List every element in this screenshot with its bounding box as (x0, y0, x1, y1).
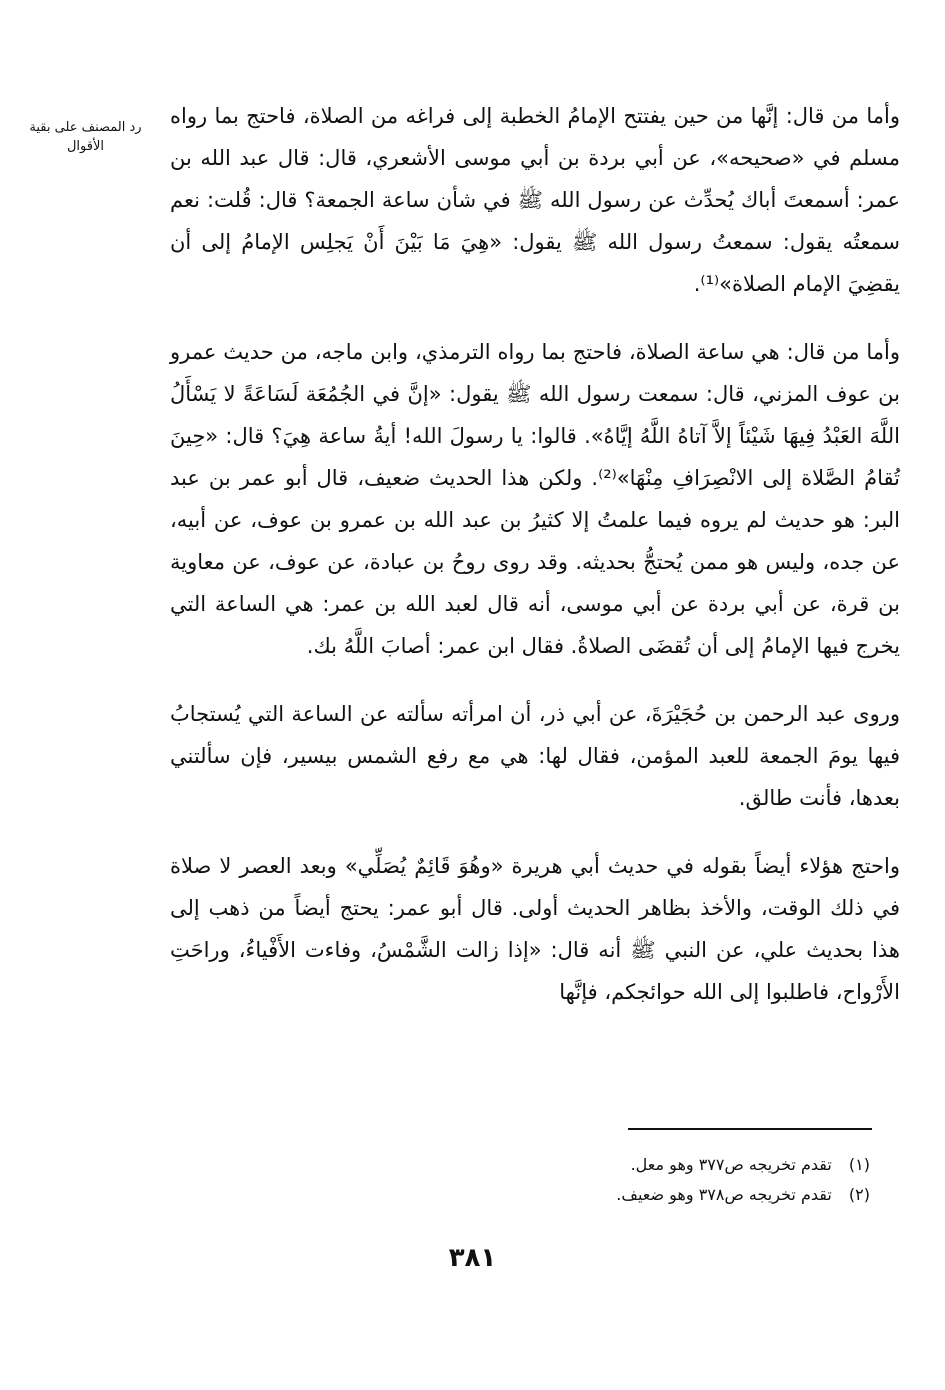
paragraph-2: وأما من قال: هي ساعة الصلاة، فاحتج بما رواه الترمذي، وابن ماجه، من حديث عمرو بن عوف المزني، قال: سمعت رسول الله ﷺ يقول: «إنَّ في الجُمُعَة لَسَاعَةً لا يَسْأَلُ اللَّهَ العَبْدُ فِيهَا شَيْئاً إلاَّ آتاهُ اللَّهُ إيَّاهُ». قالوا: يا رسولَ الله! أيةُ ساعة هِيَ؟ قال: «حِينَ تُقامُ الصَّلاة إلى الانْصِرَافِ مِنْهَا»⁽²⁾. ولكن هذا الحديث ضعيف، قال أبو عمر بن عبد البر: هو حديث لم يروه فيما علمتُ إلا كثيرُ بن عبد الله بن عمرو بن عوف، عن أبيه، عن جده، وليس هو ممن يُحتجُّ بحديثه. وقد روى روحُ بن عبادة، عن عوف، عن معاوية بن قرة، عن أبي بردة عن أبي موسى، أنه قال لعبد الله بن عمر: هي الساعة التي يخرج فيها الإمامُ إلى أن تُقضَى الصلاةُ. فقال ابن عمر: أصابَ اللَّهُ بك. (170, 340, 900, 658)
footnote-1 (300, 1150, 870, 1180)
paragraph-4: واحتج هؤلاء أيضاً بقوله في حديث أبي هريرة «وهُوَ قَائِمٌ يُصَلِّي» وبعد العصر لا صلاة في ذلك الوقت، والأخذ بظاهر الحديث أولى. قال أبو عمر: يحتج أيضاً من ذهب إلى هذا بحديث علي، عن النبي ﷺ أنه قال: «إذا زالت الشَّمْسُ، وفاءت الأَفْياءُ، وراحَتِ الأَرْواح، فاطلبوا إلى الله حوائجكم، فإنَّها (170, 854, 900, 1004)
page-number: ٣٨١ (448, 1243, 497, 1273)
footnotes (300, 1150, 870, 1210)
footnote-number: (٢) (848, 1185, 870, 1204)
paragraph-1: وأما من قال: إنَّها من حين يفتتح الإمامُ الخطبة إلى فراغه من الصلاة، فاحتج بما رواه مسلم في «صحيحه»، عن أبي بردة بن أبي موسى الأشعري، قال: قال عبد الله بن عمر: أسمعتَ أباك يُحدِّث عن رسول الله ﷺ في شأن ساعة الجمعة؟ قال: قُلت: نعم سمعتُه يقول: سمعتُ رسول الله ﷺ يقول: «هِيَ مَا بَيْنَ أَنْ يَجلِس الإمامُ إلى أن يقضِيَ الإمام الصلاة»⁽¹⁾. (170, 104, 900, 296)
paragraph-3: وروى عبد الرحمن بن حُجَيْرَةَ، عن أبي ذر، أن امرأته سألته عن الساعة التي يُستجابُ فيها يومَ الجمعة للعبد المؤمن، فقال لها: هي مع رفع الشمس بيسير، فإن سألتني بعدها، فأنت طالق. (170, 702, 900, 810)
margin-note: رد المصنف على بقية الأقوال (29, 120, 142, 154)
footnote-2 (300, 1180, 870, 1210)
footnote-text: تقدم تخريجه ص٣٧٨ وهو ضعيف. (616, 1185, 832, 1204)
footnote-text: تقدم تخريجه ص٣٧٧ وهو معل. (630, 1155, 832, 1174)
main-text (170, 95, 900, 1039)
footnote-number: (١) (848, 1155, 870, 1174)
footnote-divider (628, 1128, 872, 1130)
